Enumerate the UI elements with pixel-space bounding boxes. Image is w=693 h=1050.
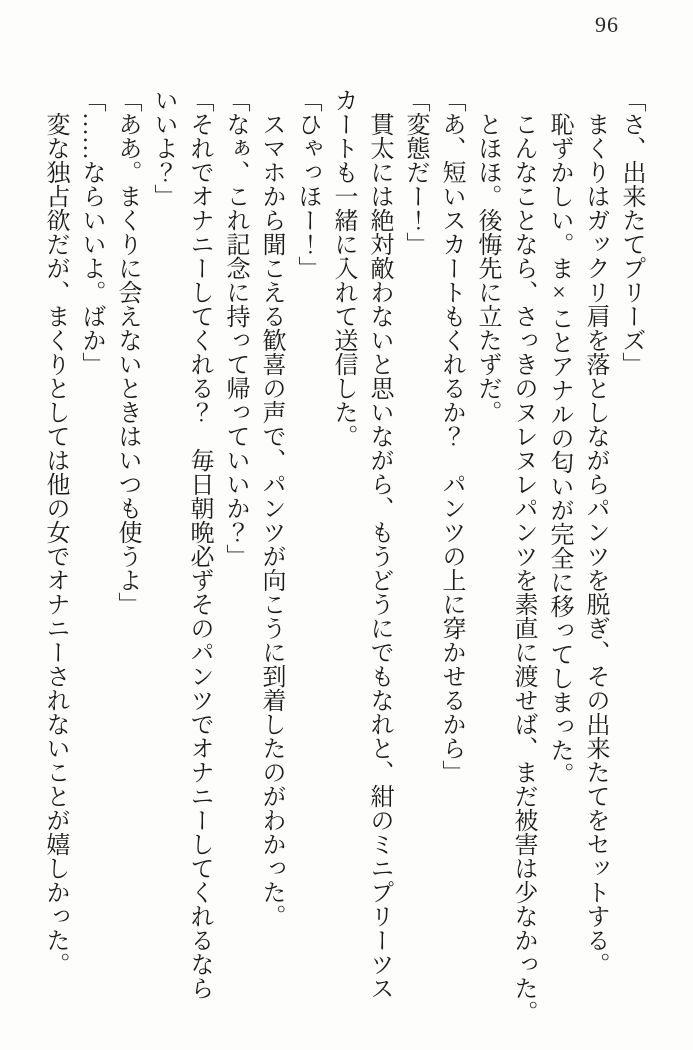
text-column: 「……ならいいよ。ばか」 (78, 88, 104, 376)
text-column: 変な独占欲だが、まくりとしては他の女でオナニーされないことが嬉しかった。 (42, 112, 68, 976)
text-column: とほほ。後悔先に立たずだ。 (474, 112, 500, 424)
text-column: カートも一緒に入れて送信した。 (330, 88, 356, 448)
text-column: スマホから聞こえる歓喜の声で、パンツが向こうに到着したのがわかった。 (258, 112, 284, 928)
text-column: 「それでオナニーしてくれる？ 毎日朝晩必ずそのパンツでオナニーしてくれるなら (186, 88, 212, 1000)
text-column: こんなことなら、さっきのヌレヌレパンツを素直に渡せば、まだ被害は少なかった。 (510, 112, 536, 1024)
text-column: 貫太には絶対敵わないと思いながら、もうどうにでもなれと、紺のミニプリーツス (366, 112, 392, 1000)
page-text-body (37, 88, 649, 1050)
text-column: 恥ずかしい。ま×ことアナルの匂いが完全に移ってしまった。 (546, 112, 572, 786)
text-column: 「ひゃっほー！」 (294, 88, 320, 280)
text-column: いいよ？」 (150, 88, 176, 208)
text-column: 「あ、短いスカートもくれるか？ パンツの上に穿かせるから」 (438, 88, 464, 784)
text-column: 「ああ。まくりに会えないときはいつも使うよ」 (114, 88, 140, 616)
text-column: 「さ、出来たてプリーズ」 (618, 88, 644, 376)
text-column: まくりはガックリ肩を落としながらパンツを脱ぎ、その出来たてをセットする。 (582, 112, 608, 976)
text-column: 「変態だー！」 (402, 88, 428, 256)
text-column: 「なぁ、これ記念に持って帰っていいか？」 (222, 88, 248, 568)
page-number: 96 (595, 12, 619, 37)
